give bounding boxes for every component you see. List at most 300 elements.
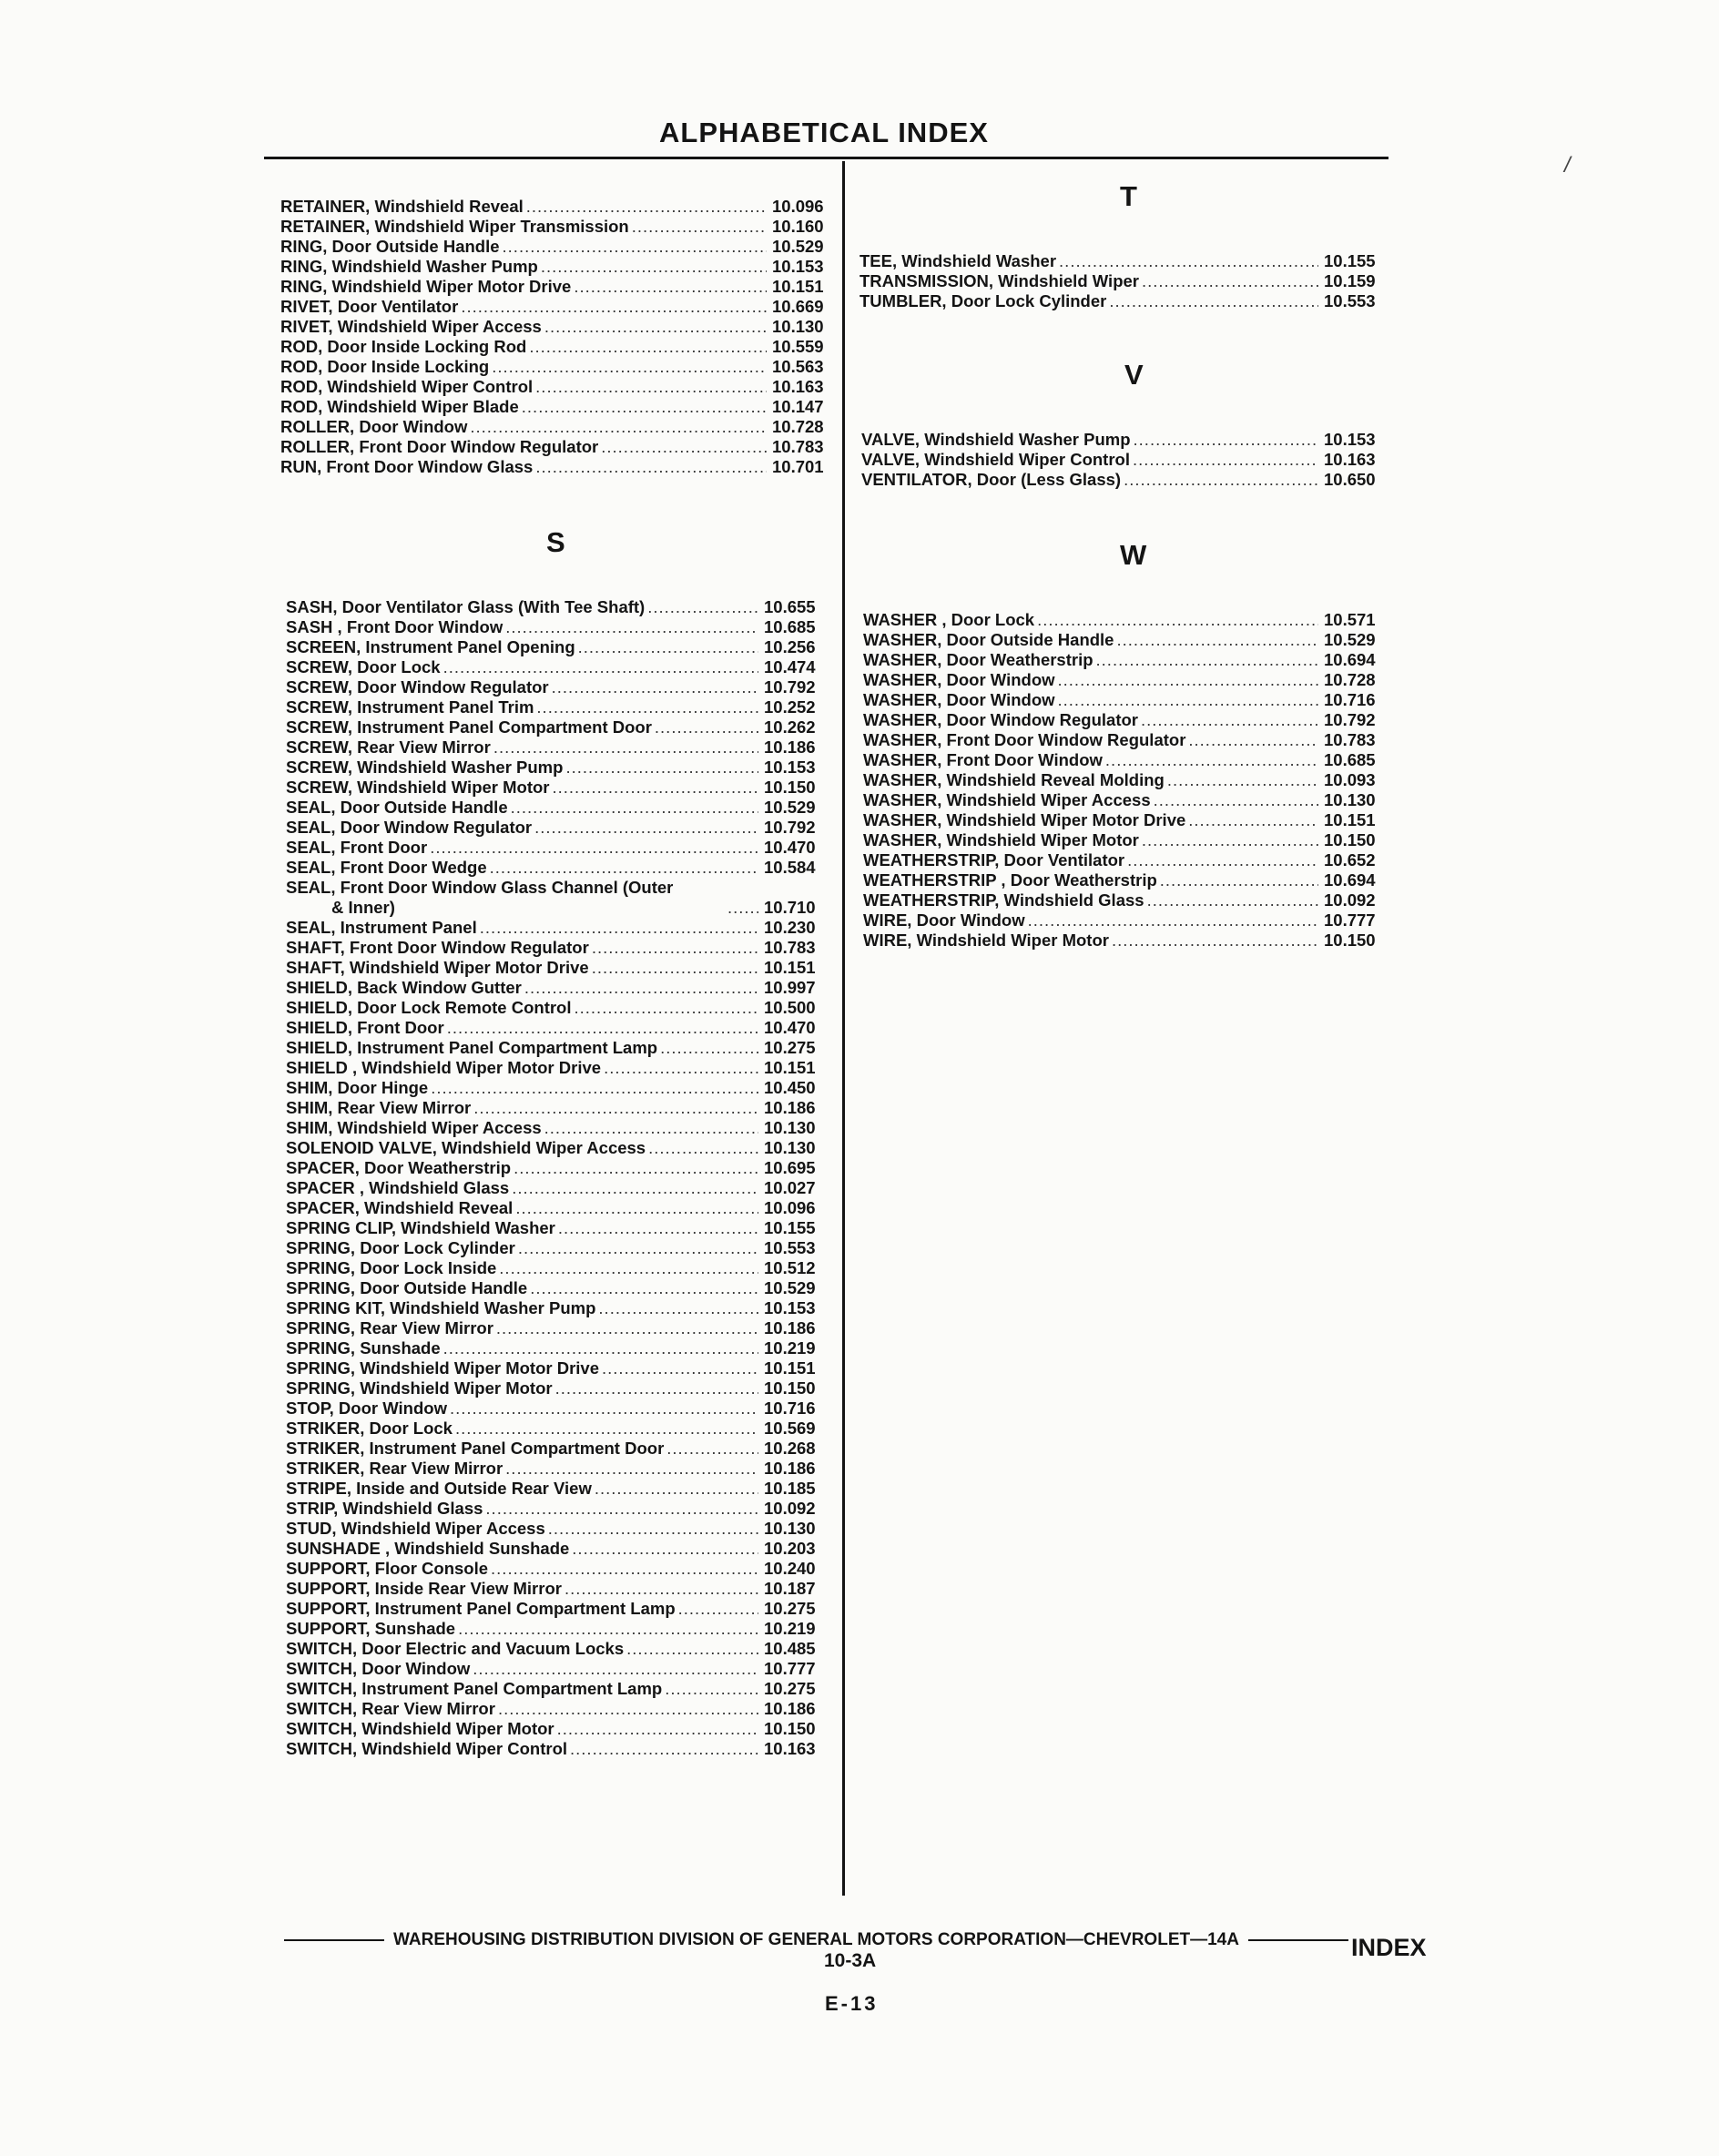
entry-name [286, 1519, 545, 1539]
index-entry [286, 1439, 846, 1459]
index-entry [286, 1038, 846, 1058]
entry-name [286, 998, 572, 1018]
entry-name [860, 251, 1056, 271]
index-entry [286, 1499, 846, 1519]
entry-name [286, 1639, 624, 1659]
entry-name-text: SWITCH, Rear View Mirror [286, 1699, 495, 1718]
dot-leader [555, 1378, 758, 1398]
entry-name-text: SCREEN, Instrument Panel Opening [286, 637, 575, 656]
entry-reference: 10.485 [764, 1639, 816, 1658]
index-entry [286, 1238, 846, 1258]
entry-name [286, 697, 534, 717]
entry-reference: 10.150 [1324, 830, 1376, 849]
entry-name-text: SEAL, Door Window Regulator [286, 818, 533, 837]
entry-name-text: SEAL, Front Door Window Glass Channel (Outer [286, 878, 674, 897]
entry-reference: 10.093 [1324, 770, 1376, 789]
entry-name-text: SEAL, Front Door Wedge [286, 858, 487, 877]
entry-name [280, 317, 542, 337]
entry-name-text: SPRING, Door Outside Handle [286, 1278, 528, 1297]
entry-name-text: SPRING, Door Lock Cylinder [286, 1238, 515, 1257]
entry-name [286, 657, 441, 677]
entry-reference: 10.571 [1324, 610, 1376, 629]
entry-name [286, 818, 532, 838]
index-entry [286, 1018, 846, 1038]
dot-leader [535, 377, 767, 397]
index-entry [286, 1318, 846, 1338]
entry-reference: 10.130 [764, 1118, 816, 1137]
index-entry [863, 850, 1406, 870]
entry-name-text: RING, Windshield Wiper Motor Drive [280, 277, 572, 296]
index-entry [863, 650, 1406, 670]
dot-leader [526, 197, 767, 217]
index-entry [286, 1559, 846, 1579]
index-entry [280, 297, 845, 317]
entry-name-text: SCREW, Rear View Mirror [286, 737, 491, 757]
dot-leader [648, 1138, 758, 1158]
entry-name [286, 1218, 555, 1238]
index-entry [286, 798, 846, 818]
index-entry [286, 1158, 846, 1178]
entry-reference: 10.792 [1324, 710, 1376, 729]
dot-leader [493, 737, 758, 758]
entry-name-text: SPRING, Windshield Wiper Motor Drive [286, 1358, 600, 1378]
dot-leader [455, 1419, 758, 1439]
dot-leader [450, 1398, 758, 1419]
dot-leader [598, 1298, 758, 1318]
entry-name-text: STOP, Door Window [286, 1398, 447, 1418]
index-entry [280, 377, 845, 397]
index-entry [280, 357, 845, 377]
entry-name [286, 1338, 441, 1358]
entry-name [286, 1439, 664, 1459]
entry-name-text: ROD, Windshield Wiper Control [280, 377, 534, 396]
entry-reference: 10.150 [1324, 931, 1376, 950]
entry-name-text: SPACER, Door Weatherstrip [286, 1158, 512, 1177]
index-list-t [860, 251, 1406, 311]
index-entry [863, 790, 1406, 810]
dot-leader [660, 1038, 758, 1058]
dot-leader [505, 617, 758, 637]
entry-reference: 10.500 [764, 998, 816, 1017]
dot-leader [514, 1158, 758, 1178]
entry-reference: 10.130 [772, 317, 824, 336]
entry-name-text: WASHER, Windshield Wiper Motor [863, 830, 1139, 849]
entry-name [286, 1158, 511, 1178]
entry-reference: 10.147 [772, 397, 824, 416]
entry-name-text: SCREW, Windshield Wiper Motor [286, 778, 550, 797]
index-entry [286, 1198, 846, 1218]
entry-name-text: SHIELD, Door Lock Remote Control [286, 998, 572, 1017]
entry-name [280, 357, 489, 377]
dot-leader [505, 1459, 758, 1479]
entry-name [286, 737, 491, 758]
entry-reference: 10.187 [764, 1579, 816, 1598]
entry-name [860, 271, 1139, 291]
dot-leader [544, 1118, 758, 1138]
entry-name [280, 277, 571, 297]
index-entry [286, 1338, 846, 1358]
dot-leader [1134, 430, 1318, 450]
entry-name-text: TUMBLER, Door Lock Cylinder [860, 291, 1107, 310]
dot-leader [530, 1278, 758, 1298]
entry-name [286, 1679, 662, 1699]
index-list-w [863, 610, 1406, 951]
entry-reference: 10.563 [772, 357, 824, 376]
entry-name-text: SHIM, Windshield Wiper Access [286, 1118, 542, 1137]
index-entry [863, 730, 1406, 750]
entry-reference: 10.230 [764, 918, 816, 937]
entry-reference: 10.240 [764, 1559, 816, 1578]
entry-name [286, 1459, 503, 1479]
index-entry [286, 657, 846, 677]
index-entry [286, 1218, 846, 1238]
entry-name-text: WASHER, Door Window [863, 690, 1055, 709]
index-entry [286, 1138, 846, 1158]
entry-name [286, 1098, 471, 1118]
entry-reference: 10.559 [772, 337, 824, 356]
entry-name-text: SASH, Door Ventilator Glass (With Tee Shaft) [286, 597, 646, 616]
dot-leader [515, 1198, 758, 1218]
entry-name [861, 450, 1130, 470]
dot-leader [592, 938, 758, 958]
entry-name-text: SCREW, Door Window Regulator [286, 677, 549, 697]
entry-reference: 10.716 [764, 1398, 816, 1418]
index-entry [861, 470, 1406, 490]
index-entry [286, 1539, 846, 1559]
index-entry [286, 1258, 846, 1278]
index-list-s [286, 597, 846, 1759]
entry-reference: 10.186 [764, 1318, 816, 1337]
entry-name-text: SEAL, Door Outside Handle [286, 798, 508, 817]
entry-reference: 10.203 [764, 1539, 816, 1558]
dot-leader [1127, 850, 1318, 870]
entry-name-text: SHIM, Rear View Mirror [286, 1098, 472, 1117]
entry-reference: 10.470 [764, 838, 816, 857]
entry-reference: 10.151 [772, 277, 824, 296]
dot-leader [499, 1258, 758, 1278]
dot-leader [491, 1559, 758, 1579]
entry-name-text: SPACER, Windshield Reveal [286, 1198, 514, 1217]
dot-leader [522, 397, 767, 417]
dot-leader [458, 1619, 758, 1639]
index-entry [863, 630, 1406, 650]
entry-reference: 10.694 [1324, 650, 1376, 669]
entry-name-text: WASHER, Windshield Wiper Motor Drive [863, 810, 1186, 829]
dot-leader [1124, 470, 1318, 490]
index-entry [280, 437, 845, 457]
dot-leader [430, 838, 758, 858]
dot-leader [1109, 291, 1318, 311]
index-entry [863, 890, 1406, 910]
entry-name [286, 1559, 488, 1579]
entry-name [863, 890, 1144, 910]
entry-reference: 10.163 [764, 1739, 816, 1758]
dot-leader [1141, 710, 1318, 730]
entry-name [286, 918, 477, 938]
index-entry [863, 810, 1406, 830]
index-entry [286, 778, 846, 798]
dot-leader [552, 677, 758, 697]
dot-leader [485, 1499, 758, 1519]
page-code: E-13 [825, 1992, 879, 2015]
dot-leader [529, 337, 767, 357]
entry-name [863, 910, 1025, 931]
index-entry [280, 277, 845, 297]
dot-leader [678, 1599, 758, 1619]
entry-reference: 10.092 [1324, 890, 1376, 910]
index-entry [286, 1278, 846, 1298]
entry-reference: 10.163 [772, 377, 824, 396]
dot-leader [572, 1539, 758, 1559]
entry-reference: 10.553 [1324, 291, 1376, 310]
index-entry [861, 450, 1406, 470]
dot-leader [498, 1699, 758, 1719]
index-entry [286, 697, 846, 717]
entry-reference: 10.186 [764, 1459, 816, 1478]
dot-leader [1133, 450, 1318, 470]
entry-name [860, 291, 1106, 311]
entry-name [286, 1298, 595, 1318]
index-entry [286, 717, 846, 737]
index-entry [286, 938, 846, 958]
entry-name-text: SHIELD, Instrument Panel Compartment Lamp [286, 1038, 658, 1057]
entry-reference: 10.685 [764, 617, 816, 636]
dot-leader [1105, 750, 1318, 770]
entry-name [286, 958, 589, 978]
entry-name-text: WIRE, Windshield Wiper Motor [863, 931, 1109, 950]
entry-reference: 10.584 [764, 858, 816, 877]
entry-reference: 10.219 [764, 1619, 816, 1638]
index-entry [286, 1579, 846, 1599]
index-entry [860, 271, 1406, 291]
index-list-r [280, 197, 845, 477]
entry-name [286, 878, 725, 918]
index-entry [861, 430, 1406, 450]
index-entry [286, 1178, 846, 1198]
dot-leader [1154, 790, 1318, 810]
entry-name [286, 1479, 592, 1499]
dot-leader [602, 1358, 758, 1378]
dot-leader [524, 978, 758, 998]
dot-leader [632, 217, 767, 237]
index-entry [286, 1058, 846, 1078]
entry-name [863, 670, 1055, 690]
index-entry [863, 690, 1406, 710]
dot-leader [1147, 890, 1318, 910]
entry-reference: 10.669 [772, 297, 824, 316]
index-list-v [861, 430, 1406, 490]
entry-name [280, 217, 629, 237]
dot-leader [511, 798, 758, 818]
dot-leader [473, 1659, 758, 1679]
entry-name [286, 938, 589, 958]
index-entry [286, 1679, 846, 1699]
entry-reference: 10.151 [1324, 810, 1376, 829]
entry-name [286, 1358, 599, 1378]
entry-reference: 10.792 [764, 677, 816, 697]
entry-reference: 10.159 [1324, 271, 1376, 290]
entry-reference: 10.512 [764, 1258, 816, 1277]
entry-name [286, 1318, 493, 1338]
entry-reference: 10.710 [764, 898, 816, 917]
entry-name-text: SUPPORT, Sunshade [286, 1619, 456, 1638]
index-entry [286, 1358, 846, 1378]
footer-rule-right [1248, 1939, 1348, 1941]
index-entry [286, 1459, 846, 1479]
entry-reference: 10.701 [772, 457, 824, 476]
entry-name [863, 730, 1185, 750]
dot-leader [1059, 251, 1318, 271]
entry-name [286, 838, 427, 858]
dot-leader [541, 257, 767, 277]
index-entry [863, 931, 1406, 951]
index-entry [286, 1479, 846, 1499]
dot-leader [535, 457, 767, 477]
entry-name [280, 397, 519, 417]
entry-reference: 10.252 [764, 697, 816, 717]
entry-reference: 10.783 [764, 938, 816, 957]
dot-leader [578, 637, 758, 657]
entry-name-text: RIVET, Door Ventilator [280, 297, 459, 316]
entry-reference: 10.728 [772, 417, 824, 436]
dot-leader [601, 437, 767, 457]
entry-reference: 10.997 [764, 978, 816, 997]
entry-name-text: VENTILATOR, Door (Less Glass) [861, 470, 1122, 489]
entry-name-text: TEE, Windshield Washer [860, 251, 1057, 270]
dot-leader [496, 1318, 758, 1338]
entry-reference: 10.450 [764, 1078, 816, 1097]
index-entry [863, 670, 1406, 690]
dot-leader [557, 1719, 758, 1739]
entry-reference: 10.268 [764, 1439, 816, 1458]
dot-leader [490, 858, 758, 878]
index-entry [286, 1619, 846, 1639]
entry-name-text: RIVET, Windshield Wiper Access [280, 317, 542, 336]
entry-reference: 10.569 [764, 1419, 816, 1438]
index-entry [863, 750, 1406, 770]
dot-leader [443, 657, 758, 677]
dot-leader [1058, 670, 1318, 690]
entry-reference: 10.186 [764, 737, 816, 757]
dot-leader [647, 597, 758, 617]
footer-publisher-line [284, 1930, 1422, 1950]
section-letter-v: V [1124, 359, 1144, 391]
index-entry [280, 397, 845, 417]
entry-name-text: SUPPORT, Floor Console [286, 1559, 489, 1578]
entry-name-text: SPRING CLIP, Windshield Washer [286, 1218, 555, 1237]
dot-leader [512, 1178, 758, 1198]
index-entry [286, 597, 846, 617]
entry-name-continuation: & Inner) [331, 898, 395, 917]
section-letter-t: T [1120, 180, 1137, 212]
entry-name-text: WASHER, Door Outside Handle [863, 630, 1114, 649]
entry-reference: 10.694 [1324, 870, 1376, 890]
dot-leader [518, 1238, 758, 1258]
entry-name [286, 1258, 496, 1278]
entry-name-text: RING, Windshield Washer Pump [280, 257, 538, 276]
entry-name-text: SHIELD, Back Window Gutter [286, 978, 522, 997]
title-rule [264, 157, 1388, 159]
dot-leader [473, 1098, 758, 1118]
index-entry [286, 1739, 846, 1759]
index-entry [860, 251, 1406, 271]
entry-reference: 10.470 [764, 1018, 816, 1037]
index-entry [286, 858, 846, 878]
entry-name-text: SEAL, Instrument Panel [286, 918, 477, 937]
entry-name-text: STRIKER, Door Lock [286, 1419, 453, 1438]
entry-reference: 10.655 [764, 597, 816, 616]
entry-name-text: SUPPORT, Instrument Panel Compartment Lamp [286, 1599, 676, 1618]
entry-name-text: SWITCH, Instrument Panel Compartment Lamp [286, 1679, 663, 1698]
dot-leader [553, 778, 759, 798]
entry-name-text: STUD, Windshield Wiper Access [286, 1519, 545, 1538]
entry-name [863, 750, 1103, 770]
entry-reference: 10.652 [1324, 850, 1376, 870]
entry-name-text: STRIP, Windshield Glass [286, 1499, 483, 1518]
entry-name-text: WASHER, Door Window Regulator [863, 710, 1138, 729]
entry-name [863, 650, 1093, 670]
entry-name [280, 417, 467, 437]
section-letter-w: W [1120, 539, 1147, 571]
entry-reference: 10.150 [764, 1719, 816, 1738]
entry-name-text: WASHER, Windshield Reveal Molding [863, 770, 1165, 789]
entry-reference: 10.155 [764, 1218, 816, 1237]
entry-name-text: SWITCH, Windshield Wiper Control [286, 1739, 568, 1758]
index-entry [286, 677, 846, 697]
dot-leader [1188, 810, 1318, 830]
dot-leader [1058, 690, 1318, 710]
index-entry [286, 758, 846, 778]
index-entry [286, 978, 846, 998]
entry-reference: 10.092 [764, 1499, 816, 1518]
entry-name [280, 297, 458, 317]
entry-reference: 10.130 [1324, 790, 1376, 809]
entry-name-text: VALVE, Windshield Washer Pump [861, 430, 1131, 449]
entry-name [286, 1378, 553, 1398]
index-entry [280, 417, 845, 437]
entry-reference: 10.553 [764, 1238, 816, 1257]
entry-name [286, 677, 549, 697]
page-title: ALPHABETICAL INDEX [659, 117, 989, 148]
entry-name [286, 758, 563, 778]
entry-name-text: RUN, Front Door Window Glass [280, 457, 534, 476]
entry-name-text: SASH , Front Door Window [286, 617, 503, 636]
entry-name [280, 197, 524, 217]
entry-name [286, 858, 487, 878]
index-entry [286, 818, 846, 838]
entry-name [280, 457, 533, 477]
entry-name-text: WASHER, Windshield Wiper Access [863, 790, 1151, 809]
index-entry [863, 830, 1406, 850]
entry-name-text: WEATHERSTRIP, Door Ventilator [863, 850, 1125, 870]
dot-leader [565, 1579, 758, 1599]
dot-leader [548, 1519, 758, 1539]
dot-leader [665, 1679, 758, 1699]
entry-name [286, 1579, 562, 1599]
entry-reference: 10.783 [1324, 730, 1376, 749]
entry-name-text: SHIELD, Front Door [286, 1018, 444, 1037]
entry-reference: 10.777 [1324, 910, 1376, 930]
dot-leader [1160, 870, 1318, 890]
dot-leader [431, 1078, 758, 1098]
index-entry [286, 878, 846, 918]
entry-reference: 10.153 [772, 257, 824, 276]
entry-name [286, 1278, 527, 1298]
section-letter-s: S [546, 526, 565, 558]
entry-name-text: SPRING, Windshield Wiper Motor [286, 1378, 553, 1398]
index-entry [286, 1098, 846, 1118]
entry-name-text: TRANSMISSION, Windshield Wiper [860, 271, 1139, 290]
